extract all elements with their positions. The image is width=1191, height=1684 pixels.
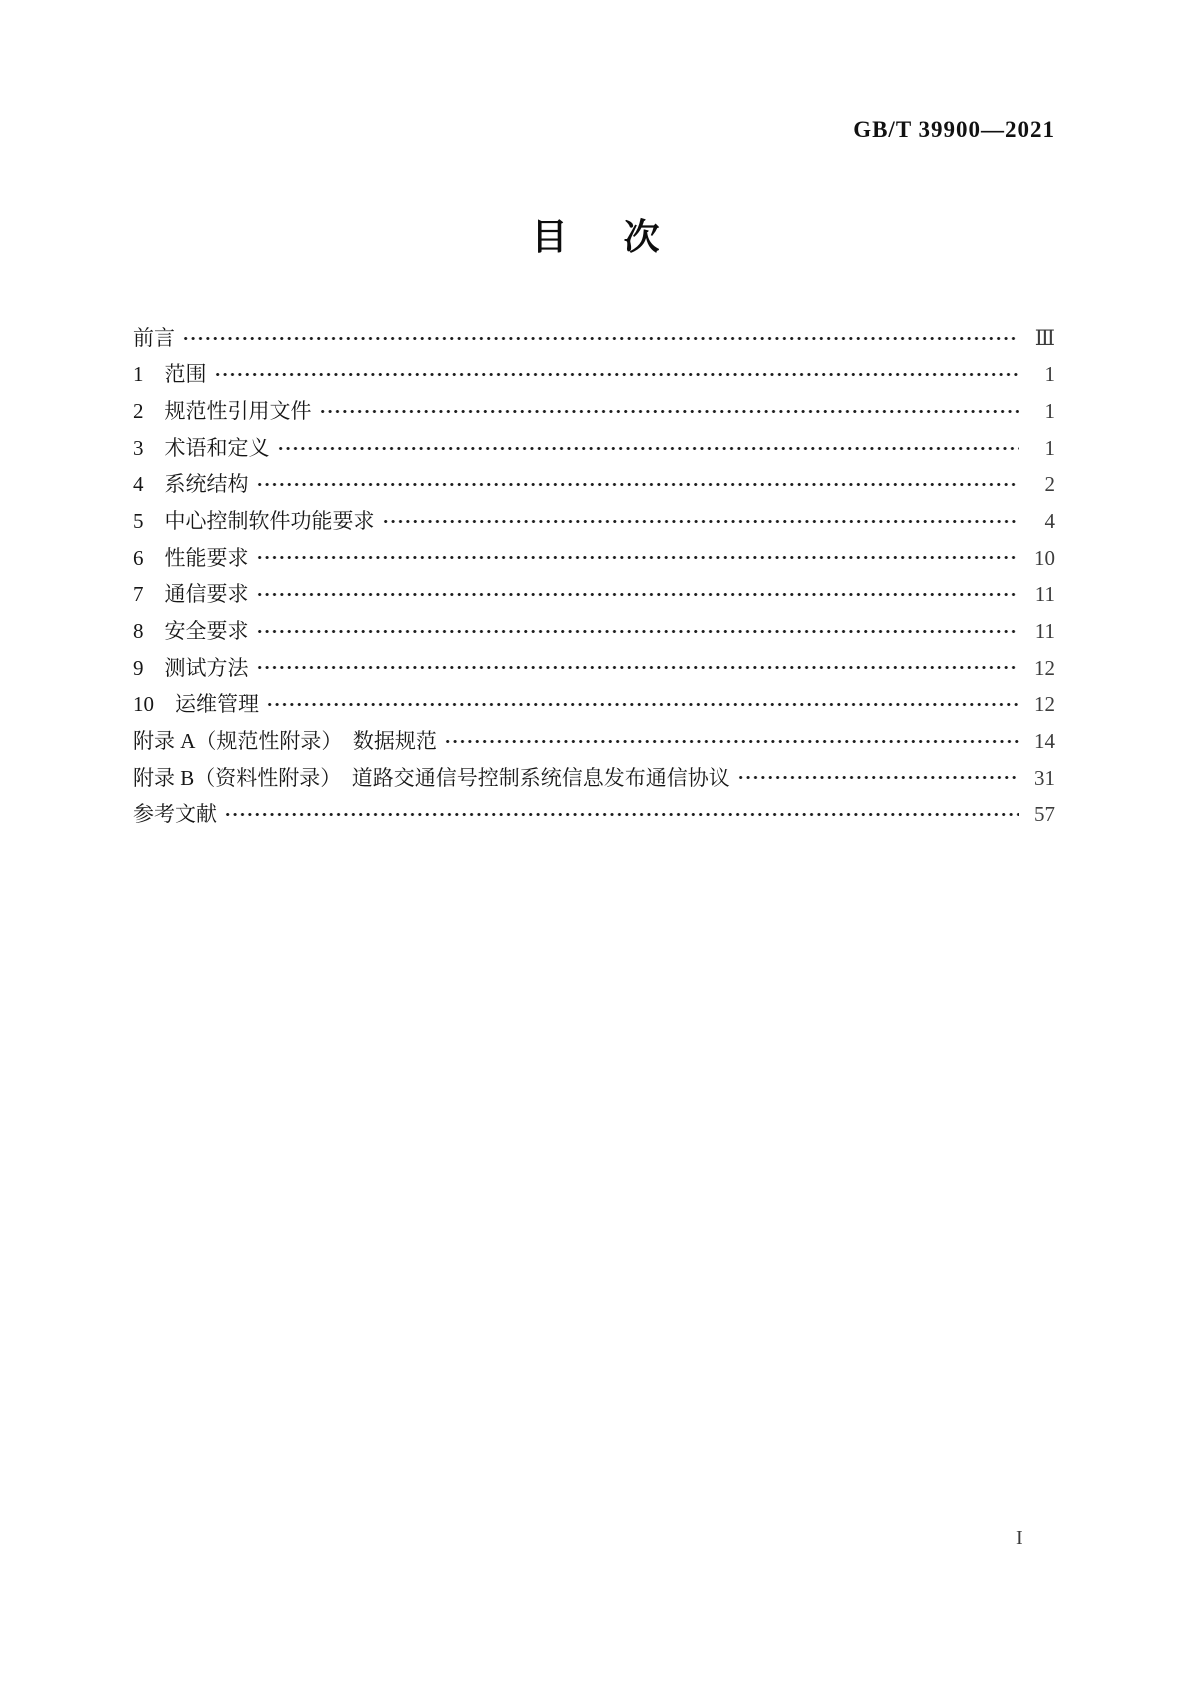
page-title-char-2: 次: [623, 217, 660, 258]
toc-entry-label: 9 测试方法: [133, 655, 249, 680]
toc-entry-label: 1 范围: [133, 362, 207, 387]
dot-leader: [224, 796, 1019, 833]
toc-entry-page: 12: [1034, 655, 1055, 680]
toc-entry-page: 1: [1044, 399, 1055, 424]
toc-entry-page: Ⅲ: [1034, 325, 1055, 350]
dot-leader: [266, 686, 1019, 723]
page-title: [0, 217, 1191, 258]
dot-leader: [256, 576, 1020, 613]
toc-entry-page: 11: [1034, 618, 1055, 643]
dot-leader: [444, 723, 1019, 760]
toc-entry-label: 附录 A（规范性附录） 数据规范: [133, 728, 437, 753]
toc-entry-page: 12: [1034, 692, 1055, 717]
toc-entry-page: 57: [1034, 802, 1055, 827]
dot-leader: [256, 540, 1020, 577]
toc-entry-6: [133, 540, 1055, 577]
standard-code: GB/T 39900—2021: [853, 117, 1055, 142]
toc-entry-5: [133, 503, 1055, 540]
toc-entry-label: 3 术语和定义: [133, 435, 270, 460]
toc-entry-label: 6 性能要求: [133, 545, 249, 570]
toc-entry-10: [133, 686, 1055, 723]
toc-entry-label: 2 规范性引用文件: [133, 399, 312, 424]
toc-entry-label: 8 安全要求: [133, 618, 249, 643]
dot-leader: [214, 357, 1020, 394]
toc-entry-foreword: [133, 320, 1055, 357]
page-title-char-1: 目: [531, 217, 568, 258]
toc-entry-page: 11: [1034, 582, 1055, 607]
toc-entry-1: [133, 357, 1055, 394]
dot-leader: [737, 760, 1019, 797]
toc-entry-9: [133, 650, 1055, 687]
toc-entry-2: [133, 393, 1055, 430]
toc-entry-page: 10: [1034, 545, 1055, 570]
toc-entry-page: 4: [1044, 509, 1055, 534]
toc-entry-page: 1: [1044, 362, 1055, 387]
toc-entry-label: 参考文献: [133, 802, 217, 827]
toc-entry-annex-a: [133, 723, 1055, 760]
toc-entry-page: 31: [1034, 765, 1055, 790]
toc-entry-page: 14: [1034, 728, 1055, 753]
dot-leader: [319, 393, 1020, 430]
toc-entry-annex-b: [133, 760, 1055, 797]
toc-entry-page: 2: [1044, 472, 1055, 497]
toc-entry-label: 前言: [133, 325, 175, 350]
toc-entry-4: [133, 467, 1055, 504]
toc-entry-label: 10 运维管理: [133, 692, 259, 717]
toc-entry-page: 1: [1044, 435, 1055, 460]
toc-entry-label: 5 中心控制软件功能要求: [133, 509, 375, 534]
toc-entry-references: [133, 796, 1055, 833]
dot-leader: [256, 650, 1020, 687]
dot-leader: [256, 613, 1020, 650]
toc-entry-label: 7 通信要求: [133, 582, 249, 607]
table-of-contents: [133, 320, 1055, 833]
toc-entry-label: 4 系统结构: [133, 472, 249, 497]
dot-leader: [277, 430, 1020, 467]
dot-leader: [256, 467, 1020, 504]
page-number: I: [1016, 1527, 1023, 1549]
dot-leader: [382, 503, 1020, 540]
toc-entry-7: [133, 576, 1055, 613]
toc-entry-8: [133, 613, 1055, 650]
toc-entry-3: [133, 430, 1055, 467]
toc-entry-label: 附录 B（资料性附录） 道路交通信号控制系统信息发布通信协议: [133, 765, 730, 790]
dot-leader: [182, 320, 1019, 357]
